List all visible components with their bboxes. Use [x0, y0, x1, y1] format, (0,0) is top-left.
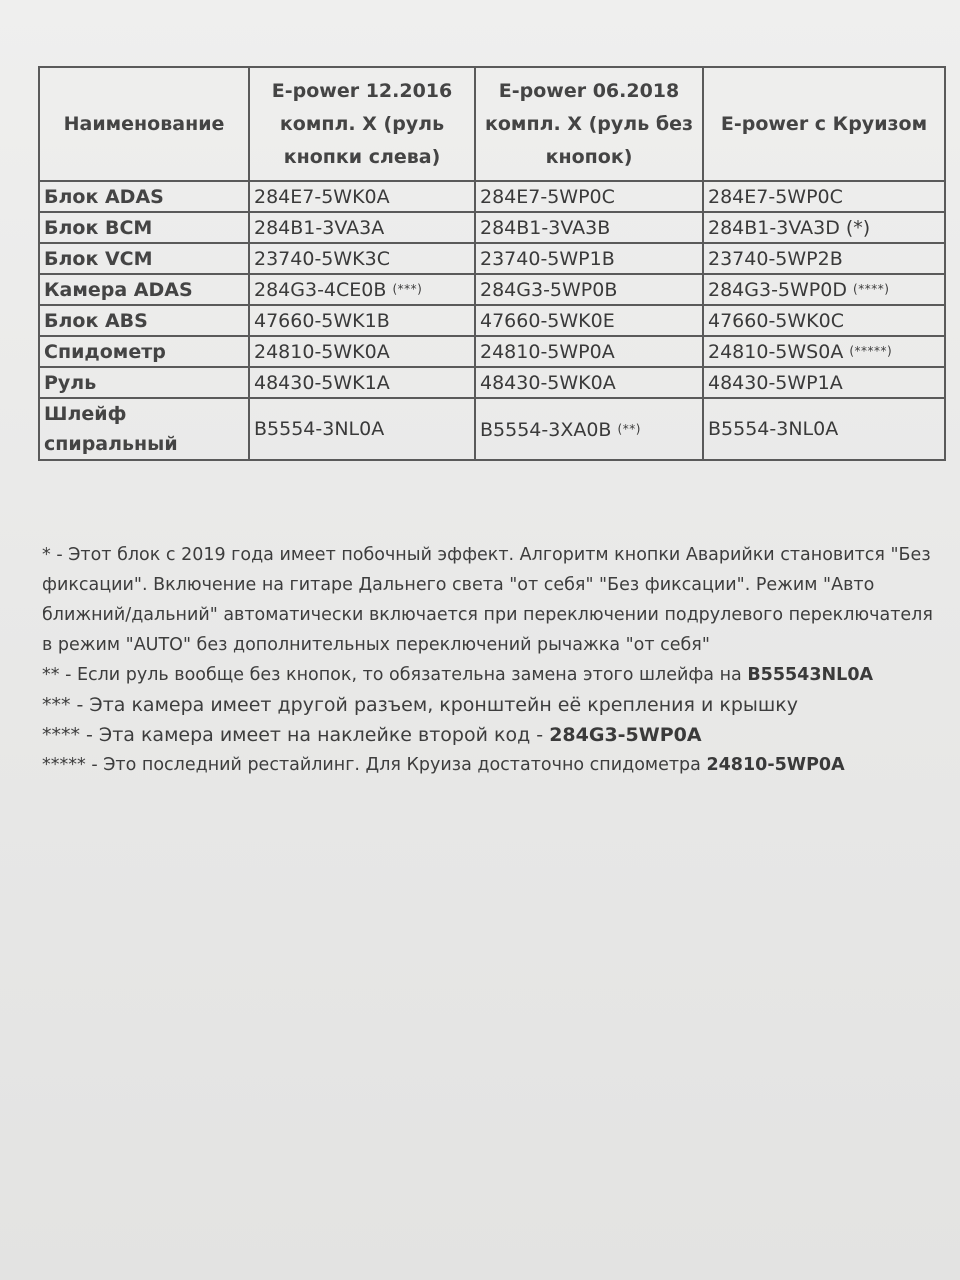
table-row [39, 274, 945, 305]
part-code: 284G3-4CE0B [254, 279, 387, 301]
row-name: Блок ABS [39, 305, 249, 336]
header-name: Наименование [39, 67, 249, 181]
part-code: B5554-3NL0A [249, 398, 475, 460]
footnote-5-code: 24810-5WP0A [706, 755, 845, 775]
part-code: 48430-5WK1A [249, 367, 475, 398]
row-name: Блок ADAS [39, 181, 249, 212]
part-code: 284G3-5WP0B [475, 274, 703, 305]
part-code: 47660-5WK0E [475, 305, 703, 336]
footnote-2-text: ** - Если руль вообще без кнопок, то обязательна замена этого шлейфа на [42, 665, 748, 685]
part-code: 284B1-3VA3D (*) [703, 212, 945, 243]
row-name: Блок BCM [39, 212, 249, 243]
header-epower-2016: E-power 12.2016 компл. X (руль кнопки слева) [249, 67, 475, 181]
part-code: 24810-5WS0A [708, 341, 844, 363]
row-name: Спидометр [39, 336, 249, 367]
footnotes [42, 540, 942, 780]
row-name: Блок VCM [39, 243, 249, 274]
part-code-cell [703, 336, 945, 367]
part-code-cell [249, 274, 475, 305]
footnote-4-code: 284G3-5WP0A [549, 724, 702, 746]
footnote-1: * - Этот блок с 2019 года имеет побочный эффект. Алгоритм кнопки Аварийки становится "Без фиксации". Включение на гитаре Дальнего света "от себя" "Без фиксации". Режим "Авто ближний/дальний" автоматически включается при переключении подрулевого переключателя в режим "AUTO" без дополнительных переключений рычажка "от себя" [42, 545, 933, 655]
part-code: 24810-5WP0A [475, 336, 703, 367]
part-code: 48430-5WK0A [475, 367, 703, 398]
part-code: 47660-5WK1B [249, 305, 475, 336]
footnote-2 [42, 660, 942, 690]
table-row [39, 212, 945, 243]
part-code: 284E7-5WK0A [249, 181, 475, 212]
footnote-4-text: **** - Эта камера имеет на наклейке второй код - [42, 724, 550, 746]
footnote-5 [42, 750, 942, 780]
part-code: B5554-3NL0A [703, 398, 945, 460]
part-code: B5554-3XA0B [480, 418, 612, 441]
footnote-marker: (****) [853, 282, 890, 296]
table-header-row [39, 67, 945, 181]
row-name: Шлейф спиральный [39, 398, 249, 460]
footnote-marker: (**) [617, 421, 641, 436]
row-name: Руль [39, 367, 249, 398]
footnote-marker: (*****) [849, 344, 893, 358]
part-code: 23740-5WP2B [703, 243, 945, 274]
footnote-marker: (***) [392, 282, 423, 296]
part-code: 284G3-5WP0D [708, 279, 847, 301]
part-code: 284E7-5WP0C [475, 181, 703, 212]
part-code: 47660-5WK0C [703, 305, 945, 336]
header-epower-2018: E-power 06.2018 компл. X (руль без кнопок) [475, 67, 703, 181]
part-code: 48430-5WP1A [703, 367, 945, 398]
table-row [39, 243, 945, 274]
table-row [39, 367, 945, 398]
part-code: 284B1-3VA3A [249, 212, 475, 243]
header-epower-cruise: E-power с Круизом [703, 67, 945, 181]
part-code-cell [475, 398, 703, 460]
row-name: Камера ADAS [39, 274, 249, 305]
parts-table [38, 66, 946, 461]
table-row [39, 181, 945, 212]
table-row [39, 398, 945, 460]
part-code: 23740-5WP1B [475, 243, 703, 274]
part-code: 24810-5WK0A [249, 336, 475, 367]
table-row [39, 336, 945, 367]
footnote-2-code: B55543NL0A [747, 665, 874, 685]
part-code: 284E7-5WP0C [703, 181, 945, 212]
table-row [39, 305, 945, 336]
footnote-5-text: ***** - Это последний рестайлинг. Для Круиза достаточно спидометра [42, 755, 707, 775]
part-code: 23740-5WK3C [249, 243, 475, 274]
part-code: 284B1-3VA3B [475, 212, 703, 243]
footnote-4 [42, 720, 942, 750]
part-code-cell [703, 274, 945, 305]
footnote-3: *** - Эта камера имеет другой разъем, кронштейн её крепления и крышку [42, 694, 798, 716]
